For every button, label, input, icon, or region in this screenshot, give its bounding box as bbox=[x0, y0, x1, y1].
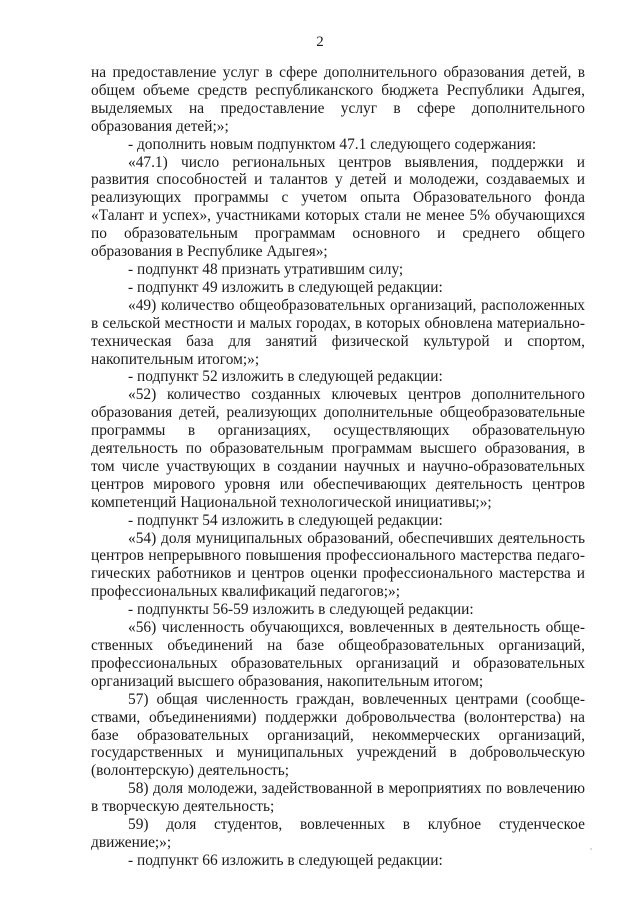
paragraph-subitem-56: «56) численность обучающихся, вовлеченных в деятельность общественных объединений на базе общеобразовательных организаций, профессиональных образовательных организаций и образовательных организаций высшего образования, накопительным итогом; bbox=[91, 619, 585, 690]
paragraph-subitem-52: «52) количество созданных ключевых центров дополнительного образования детей, реализующих дополнительные общеобразовательные программы в организациях, осуществляющих образовательную деятельность по образовательным программам высшего образования, в том числе участвующих в создании научных и научно-образовательных центров мирового уровня или обеспечивающих деятельность центров компетенций Национальной технологической инициативы;»; bbox=[91, 386, 585, 511]
paragraph-amendment-56-59-intro: - подпункты 56-59 изложить в следующей редакции: bbox=[128, 601, 474, 619]
paragraph-amendment-49-intro: - подпункт 49 изложить в следующей редакции: bbox=[128, 278, 443, 296]
paragraph-amendment-66-intro: - подпункт 66 изложить в следующей редакции: bbox=[128, 851, 443, 869]
paragraph-subitem-57: 57) общая численность граждан, вовлеченных центрами (сообществами, объединениями) поддержки добровольчества (волонтерства) на базе образовательных организаций, некоммерческих организаций, государственных и муниципальных учреждений в добровольческую (волонтерскую) деятельность; bbox=[91, 690, 585, 780]
paragraph-subitem-49: «49) количество общеобразовательных организаций, расположенных в сельской местности и малых городах, в которых обновлена материально-техническая база для занятий физической культурой и спортом, накопительным итогом;»; bbox=[91, 296, 585, 368]
paragraph-subitem-47-1: «47.1) число региональных центров выявления, поддержки и развития способностей и талантов у детей и молодежи, создаваемых и реализующих программы с учетом опыта Образовательного фонда «Талант и успех», участниками которых стали не менее 5% обучающихся по образовательным программам основного и среднего общего образования в Республике Адыгея»; bbox=[91, 153, 585, 261]
page-number: 2 bbox=[316, 34, 324, 50]
paragraph-continuation: на предоставление услуг в сфере дополнительного образования детей, в общем объеме средств республиканского бюджета Республики Адыгея, выделяемых на предоставление услуг в сфере дополнительного образования детей;»; bbox=[91, 64, 585, 135]
paragraph-amendment-52-intro: - подпункт 52 изложить в следующей редакции: bbox=[128, 368, 443, 386]
paragraph-subitem-48-void: - подпункт 48 признать утратившим силу; bbox=[128, 260, 404, 278]
paragraph-amendment-54-intro: - подпункт 54 изложить в следующей редакции: bbox=[128, 511, 443, 529]
paragraph-amendment-47-1-intro: - дополнить новым подпунктом 47.1 следующего содержания: bbox=[128, 135, 537, 153]
paragraph-subitem-58: 58) доля молодежи, задействованной в мероприятиях по вовлечению в творческую деятельность; bbox=[91, 780, 585, 816]
paragraph-subitem-59: 59) доля студентов, вовлеченных в клубное студенческое движение;»; bbox=[91, 816, 585, 851]
scan-speck bbox=[590, 848, 592, 850]
paragraph-subitem-54: «54) доля муниципальных образований, обеспечивших деятельность центров непрерывного повышения профессионального мастерства педагогических работников и центров оценки профессионального мастерства и профессиональных квалификаций педагогов;»; bbox=[91, 529, 585, 601]
document-body bbox=[91, 64, 585, 870]
